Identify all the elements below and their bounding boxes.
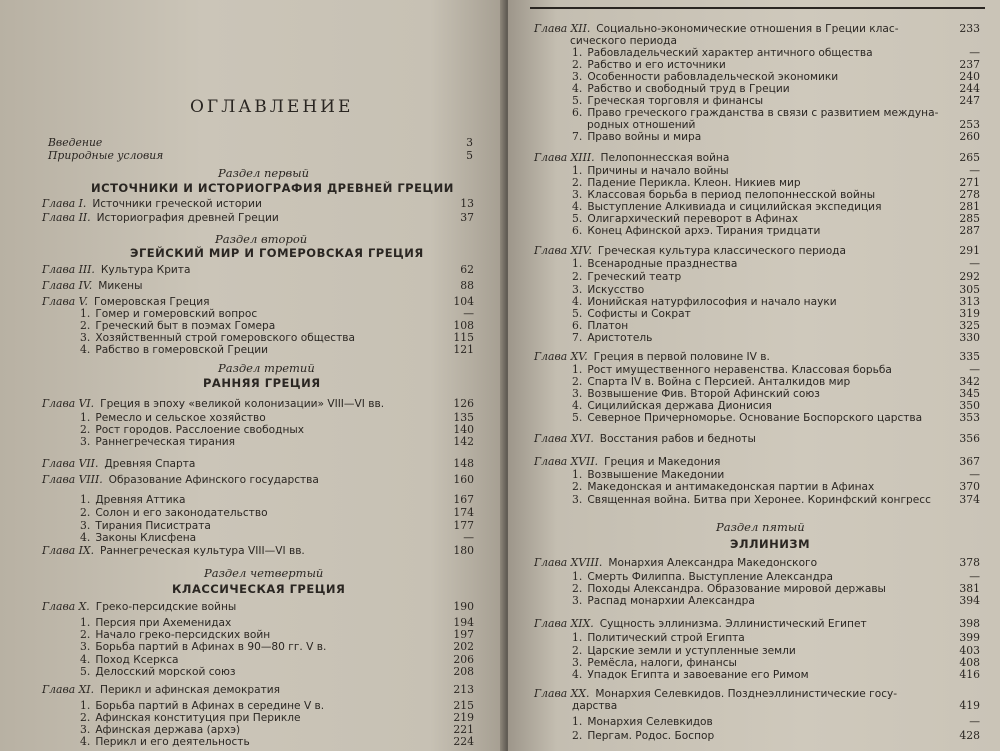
intro-entry: Природные условия 5 [48, 149, 473, 162]
intro-entry: Введение 3 [48, 136, 473, 149]
chapter-entry: Глава XI. Перикл и афинская демократия 213 [42, 683, 474, 696]
subsection-entry: 1. Рабовладельческий характер античного общества — [572, 46, 980, 59]
subsection-entry: 4. Ионийская натурфилософия и начало науки 313 [572, 295, 980, 308]
subsection-entry: 3. Искусство 305 [572, 283, 980, 296]
subsection-entry: 3. Тирания Писистрата 177 [80, 519, 474, 532]
subsection-entry: 4. Законы Клисфена — [80, 531, 474, 544]
subsection-entry: 7. Аристотель 330 [572, 331, 980, 344]
subsection-entry: 2. Македонская и антимакедонская партии в Афинах 370 [572, 480, 980, 493]
subsection-entry: 1. Смерть Филиппа. Выступление Александра — [572, 570, 980, 583]
section-heading: ЭЛЛИНИЗМ [730, 537, 811, 551]
subsection-entry: 7. Право войны и мира 260 [572, 130, 980, 143]
subsection-entry: 2. Падение Перикла. Клеон. Никиев мир 271 [572, 176, 980, 189]
subsection-entry: 2. Солон и его законодательство 174 [80, 506, 474, 519]
subsection-entry: 2. Греческий театр 292 [572, 270, 980, 283]
subsection-entry: 4. Рабство в гомеровской Греции 121 [80, 343, 474, 356]
subsection-entry: 5. Делосский морской союз 208 [80, 665, 474, 678]
section-label: Раздел третий [218, 361, 315, 375]
subsection-entry: 3. Распад монархии Александра 394 [572, 594, 980, 607]
chapter-entry: Глава III. Культура Крита 62 [42, 263, 474, 276]
subsection-entry: 4. Сицилийская держава Дионисия 350 [572, 399, 980, 412]
chapter-entry-continued: сического периода [570, 35, 677, 47]
subsection-entry: 2. Рабство и его источники 237 [572, 58, 980, 71]
chapter-entry: Глава VI. Греция в эпоху «великой колонизации» VIII—VI вв. 126 [42, 397, 474, 410]
chapter-entry: Глава IX. Раннегреческая культура VIII—VI вв. 180 [42, 544, 474, 557]
section-label: Раздел второй [215, 232, 308, 246]
subsection-entry: 6. Платон 325 [572, 319, 980, 332]
subsection-entry: 3. Возвышение Фив. Второй Афинский союз 345 [572, 387, 980, 400]
section-label: Раздел четвертый [204, 566, 324, 580]
subsection-entry: 2. Греческий быт в поэмах Гомера 108 [80, 319, 474, 332]
chapter-entry: Глава IV. Микены 88 [42, 279, 474, 292]
chapter-entry: Глава VIII. Образование Афинского государства 160 [42, 473, 474, 486]
subsection-entry: 1. Ремесло и сельское хозяйство 135 [80, 411, 474, 424]
chapter-entry: Глава XVIII. Монархия Александра Македонского 378 [534, 556, 980, 569]
subsection-entry: 1. Всенародные празднества — [572, 257, 980, 270]
section-heading: РАННЯЯ ГРЕЦИЯ [203, 376, 321, 390]
subsection-entry: 4. Рабство и свободный труд в Греции 244 [572, 82, 980, 95]
subsection-entry: 4. Перикл и его деятельность 224 [80, 735, 474, 748]
subsection-entry: 2. Рост городов. Расслоение свободных 140 [80, 423, 474, 436]
subsection-entry: 1. Борьба партий в Афинах в середине V в. 215 [80, 699, 474, 712]
subsection-entry: 6. Право греческого гражданства в связи с развитием междуна- [572, 106, 939, 119]
chapter-entry-continued: дарства 419 [572, 699, 980, 712]
subsection-entry: 3. Классовая борьба в период пелопоннесской войны 278 [572, 188, 980, 201]
subsection-entry: 4. Поход Ксеркса 206 [80, 653, 474, 666]
chapter-entry: Глава VII. Древняя Спарта 148 [42, 457, 474, 470]
chapter-entry: Глава XX. Монархия Селевкидов. Позднеэллинистические госу- [534, 687, 898, 700]
chapter-entry: Глава I. Источники греческой истории 13 [42, 197, 474, 210]
section-heading: ИСТОЧНИКИ И ИСТОРИОГРАФИЯ ДРЕВНЕЙ ГРЕЦИИ [91, 181, 454, 195]
subsection-entry: 1. Персия при Ахеменидах 194 [80, 616, 474, 629]
subsection-entry: 1. Монархия Селевкидов — [572, 715, 980, 728]
section-label: Раздел первый [218, 166, 309, 180]
subsection-entry: 5. Северное Причерноморье. Основание Боспорского царства 353 [572, 411, 980, 424]
subsection-entry: 5. Софисты и Сократ 319 [572, 307, 980, 320]
subsection-entry: 1. Политический строй Египта 399 [572, 631, 980, 644]
subsection-entry: 3. Ремёсла, налоги, финансы 408 [572, 656, 980, 669]
subsection-entry: 2. Начало греко-персидских войн 197 [80, 628, 474, 641]
subsection-entry: 2. Спарта IV в. Война с Персией. Анталкидов мир 342 [572, 375, 980, 388]
subsection-entry: 2. Афинская конституция при Перикле 219 [80, 711, 474, 724]
subsection-entry: 6. Конец Афинской архэ. Тирания тридцати 287 [572, 224, 980, 237]
chapter-entry: Глава XIII. Пелопоннесская война 265 [534, 151, 980, 164]
chapter-entry: Глава X. Греко-персидские войны 190 [42, 600, 474, 613]
section-label: Раздел пятый [716, 520, 805, 534]
subsection-entry: 3. Борьба партий в Афинах в 90—80 гг. V в. 202 [80, 640, 474, 653]
section-heading: ЭГЕЙСКИЙ МИР И ГОМЕРОВСКАЯ ГРЕЦИЯ [130, 246, 424, 260]
subsection-entry: 4. Упадок Египта и завоевание его Римом 416 [572, 668, 980, 681]
subsection-entry: 4. Выступление Алкивиада и сицилийская экспедиция 281 [572, 200, 980, 213]
subsection-entry: 3. Особенности рабовладельческой экономики 240 [572, 70, 980, 83]
subsection-entry-continued: родных отношений 253 [587, 118, 980, 131]
subsection-entry: 1. Гомер и гомеровский вопрос — [80, 307, 474, 320]
subsection-entry: 3. Раннегреческая тирания 142 [80, 435, 474, 448]
subsection-entry: 2. Походы Александра. Образование мировой державы 381 [572, 582, 980, 595]
subsection-entry: 3. Хозяйственный строй гомеровского общества 115 [80, 331, 474, 344]
chapter-entry: Глава XII. Социально-экономические отношения в Греции клас- 233 [534, 22, 980, 35]
chapter-entry: Глава XIX. Сущность эллинизма. Эллинистический Египет 398 [534, 617, 980, 630]
subsection-entry: 5. Олигархический переворот в Афинах 285 [572, 212, 980, 225]
chapter-entry: Глава XVI. Восстания рабов и бедноты 356 [534, 432, 980, 445]
chapter-entry: Глава XIV. Греческая культура классического периода 291 [534, 244, 980, 257]
subsection-entry: 3. Священная война. Битва при Херонее. Коринфский конгресс 374 [572, 493, 980, 506]
subsection-entry: 1. Причины и начало войны — [572, 164, 980, 177]
top-rule [530, 7, 985, 9]
chapter-entry: Глава V. Гомеровская Греция 104 [42, 295, 474, 308]
subsection-entry: 5. Греческая торговля и финансы 247 [572, 94, 980, 107]
right-page [508, 0, 1000, 751]
subsection-entry: 2. Пергам. Родос. Боспор 428 [572, 729, 980, 742]
chapter-entry: Глава XV. Греция в первой половине IV в. 335 [534, 350, 980, 363]
subsection-entry: 1. Возвышение Македонии — [572, 468, 980, 481]
section-heading: КЛАССИЧЕСКАЯ ГРЕЦИЯ [172, 582, 346, 596]
subsection-entry: 1. Древняя Аттика 167 [80, 493, 474, 506]
subsection-entry: 1. Рост имущественного неравенства. Классовая борьба — [572, 363, 980, 376]
chapter-entry: Глава II. Историография древней Греции 37 [42, 211, 474, 224]
subsection-entry: 2. Царские земли и уступленные земли 403 [572, 644, 980, 657]
chapter-entry: Глава XVII. Греция и Македония 367 [534, 455, 980, 468]
subsection-entry: 3. Афинская держава (архэ) 221 [80, 723, 474, 736]
page-title: ОГЛАВЛЕНИЕ [190, 97, 354, 117]
